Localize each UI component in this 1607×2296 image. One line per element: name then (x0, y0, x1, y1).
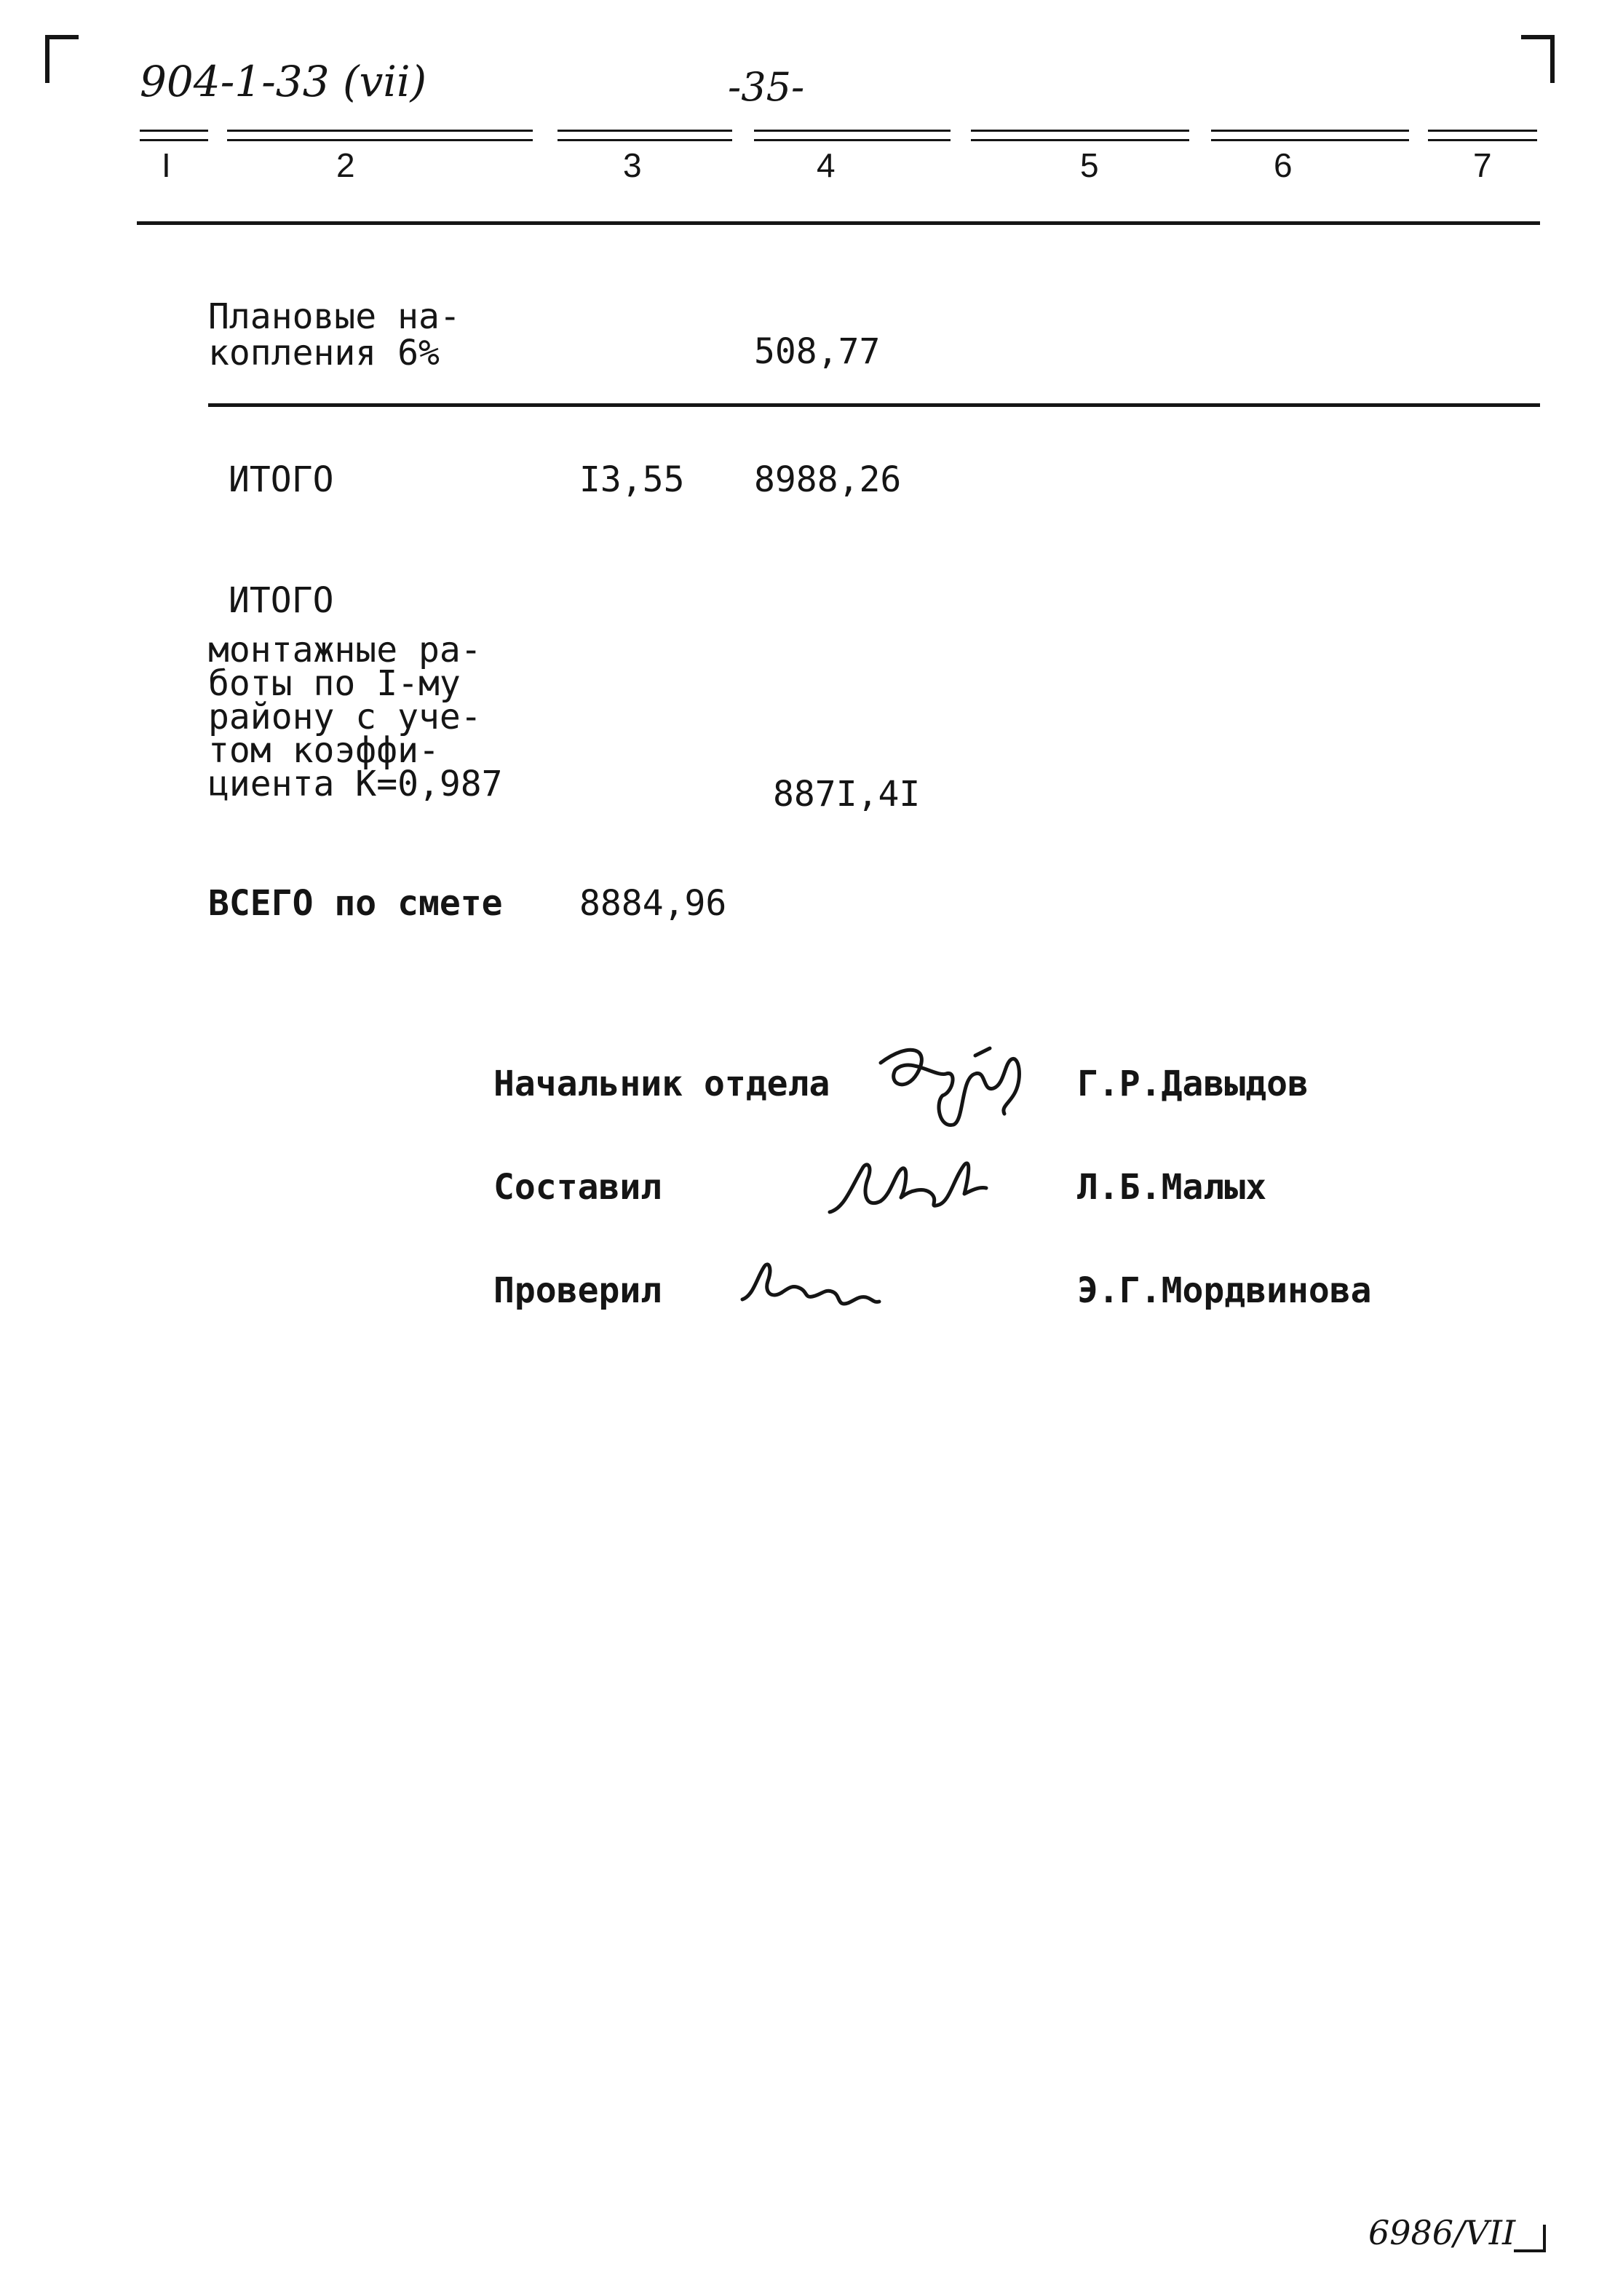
signature-role: Начальник отдела (493, 1064, 830, 1104)
column-header-rule (1211, 130, 1409, 141)
column-number: I (162, 146, 171, 184)
total-value: 8884,96 (579, 883, 727, 924)
planned-savings-col4: 508,77 (754, 331, 881, 372)
itogo-heading: ИТОГО (229, 580, 334, 621)
column-number: 7 (1473, 146, 1492, 184)
column-header-rule (140, 130, 208, 141)
column-header-rule (971, 130, 1189, 141)
installation-works-col4: 887I,4I (773, 774, 921, 815)
signature-head-of-department (866, 1034, 1041, 1143)
corner-mark-top-right (1521, 35, 1555, 83)
signer-name: Л.Б.Малых (1077, 1167, 1267, 1208)
column-number: 2 (336, 146, 355, 184)
signer-name: Э.Г.Мордвинова (1077, 1270, 1372, 1311)
signature-role: Проверил (493, 1270, 662, 1311)
column-number: 3 (623, 146, 642, 184)
column-number: 5 (1080, 146, 1099, 184)
page-number: -35- (728, 64, 805, 110)
installation-works-label: монтажные ра- боты по I-му району с уче- том коэффи- циента К=0,987 (208, 630, 503, 804)
signature-compiled-by (822, 1150, 997, 1230)
itogo-col4: 8988,26 (754, 459, 902, 500)
document-code: 904-1-33 (vii) (140, 57, 427, 106)
itogo-label: ИТОГО (229, 459, 334, 500)
total-label: ВСЕГО по смете (208, 883, 503, 924)
corner-mark-top-left (45, 35, 79, 83)
archive-number: 6986/VII (1368, 2213, 1516, 2252)
signer-name: Г.Р.Давыдов (1077, 1064, 1309, 1104)
column-header-rule (227, 130, 533, 141)
itogo-col3: I3,55 (579, 459, 685, 500)
archive-number-underline (1514, 2249, 1546, 2252)
section-rule (208, 403, 1540, 407)
header-bottom-rule (137, 221, 1540, 225)
planned-savings-label: Плановые на- копления 6% (208, 296, 461, 373)
signature-role: Составил (493, 1167, 662, 1208)
archive-number-tick (1543, 2225, 1546, 2252)
column-header-rule (558, 130, 732, 141)
column-number: 6 (1274, 146, 1293, 184)
signature-checked-by (735, 1252, 888, 1318)
column-header-rule (754, 130, 951, 141)
column-header-rule (1428, 130, 1537, 141)
column-number: 4 (817, 146, 836, 184)
